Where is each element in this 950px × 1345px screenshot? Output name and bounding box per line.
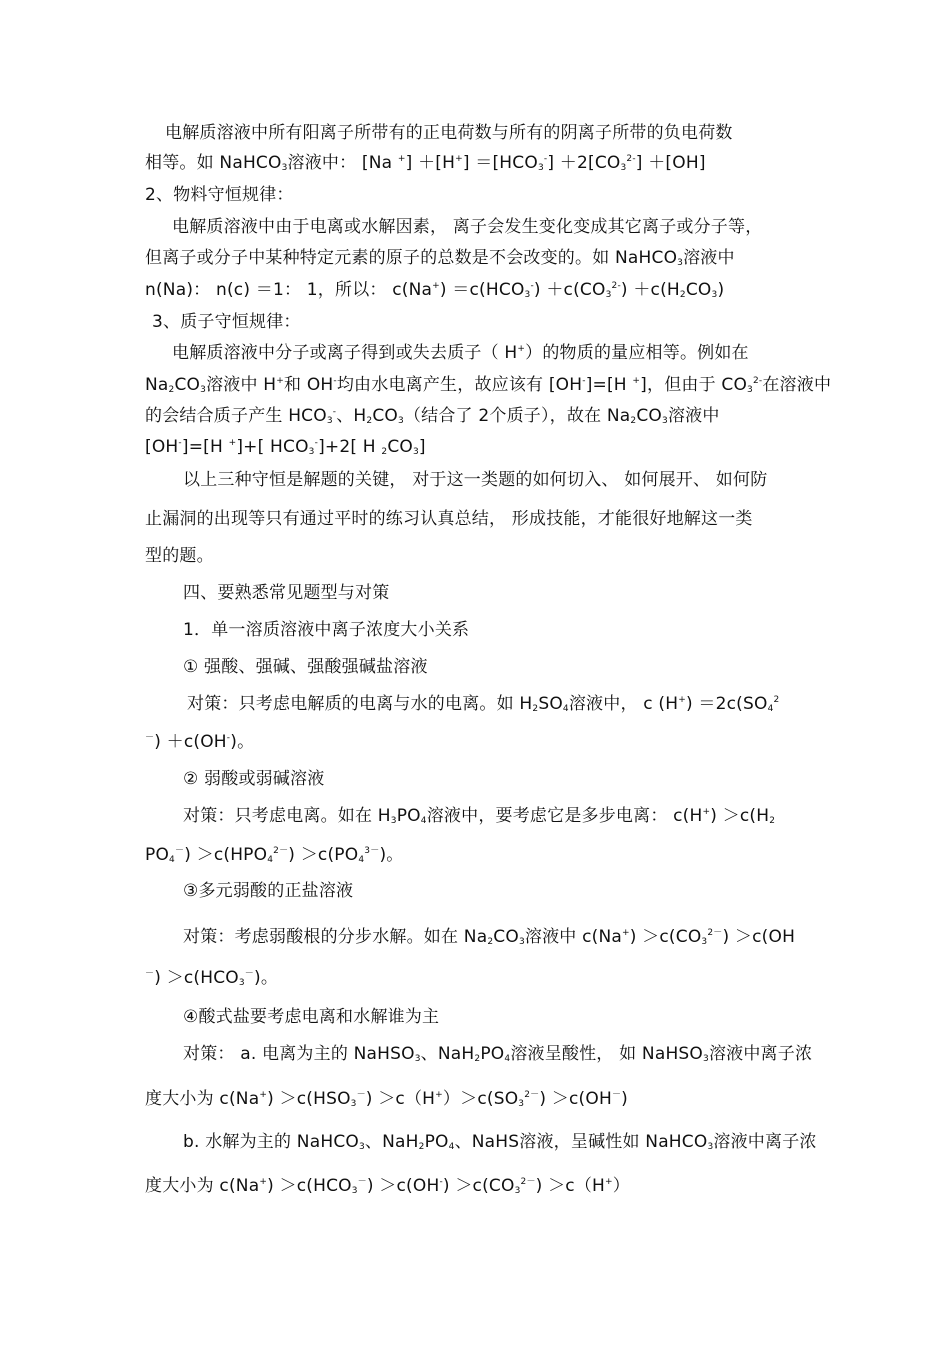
text-run: ) bbox=[717, 280, 725, 300]
text-line bbox=[145, 844, 403, 866]
text-run: 3、质子守恒规律： bbox=[152, 312, 301, 332]
subscript: 4 bbox=[169, 855, 175, 865]
superscript: 2－ bbox=[520, 1177, 536, 1187]
text-run: 对策：只考虑电离。如在 H bbox=[183, 806, 391, 826]
superscript: 2- bbox=[611, 281, 621, 291]
text-run: 在溶液中 bbox=[762, 375, 832, 395]
superscript: 2－ bbox=[707, 928, 723, 938]
superscript: - bbox=[226, 733, 231, 743]
subscript: 4 bbox=[504, 1054, 511, 1064]
subscript: 3 bbox=[326, 416, 333, 426]
text-run: ) ＞c(CO bbox=[629, 927, 702, 947]
subscript: 3 bbox=[518, 1099, 525, 1109]
text-run: SO bbox=[538, 694, 563, 714]
text-line bbox=[183, 619, 469, 641]
superscript: - bbox=[582, 376, 586, 386]
text-run: ] ＋[OH] bbox=[635, 153, 706, 173]
text-run: ) ＞c(CO bbox=[442, 1176, 515, 1196]
subscript: 3 bbox=[350, 1099, 357, 1109]
text-run: ) ＞c(H bbox=[710, 806, 770, 826]
superscript: + bbox=[702, 807, 711, 817]
text-run: 溶液中离子浓 bbox=[708, 1044, 813, 1064]
text-run: CO bbox=[493, 927, 519, 947]
text-run: 、NaHS溶液，呈碱性如 NaHCO bbox=[454, 1132, 708, 1152]
subscript: 3 bbox=[620, 163, 627, 173]
text-run: Na bbox=[145, 375, 169, 395]
text-run: ) ＞c(HCO bbox=[267, 1176, 352, 1196]
subscript: 3 bbox=[398, 416, 404, 426]
subscript: 3 bbox=[537, 163, 544, 173]
text-run: ) ＞c(OH bbox=[539, 1089, 612, 1109]
text-run: b. 水解为主的 NaHCO bbox=[183, 1132, 359, 1152]
subscript: 3 bbox=[200, 385, 207, 395]
superscript: + bbox=[632, 376, 641, 386]
text-run: PO bbox=[480, 1044, 505, 1064]
text-run: CO bbox=[685, 280, 712, 300]
subscript: 3 bbox=[514, 1186, 521, 1196]
subscript: 2 bbox=[769, 816, 776, 826]
superscript: + bbox=[259, 1090, 268, 1100]
text-line bbox=[183, 656, 428, 678]
subscript: 3 bbox=[747, 385, 753, 395]
superscript: － bbox=[356, 1090, 366, 1100]
text-run: 、NaH bbox=[420, 1044, 475, 1064]
subscript: 2 bbox=[474, 1054, 481, 1064]
superscript: 2- bbox=[626, 154, 636, 164]
text-run: ]+[ HCO bbox=[236, 437, 309, 457]
text-run: n(Na)： n(c) ＝1： 1，所以： c(Na bbox=[145, 280, 433, 300]
text-run: ) ＞c(OH bbox=[722, 927, 796, 947]
text-run: 的会结合质子产生 HCO bbox=[145, 406, 327, 426]
superscript: - bbox=[543, 154, 548, 164]
superscript: + bbox=[678, 695, 686, 705]
text-run: ④酸式盐要考虑电离和水解谁为主 bbox=[183, 1007, 440, 1027]
superscript: - bbox=[178, 438, 182, 448]
text-line bbox=[183, 805, 775, 827]
text-run: CO bbox=[174, 375, 201, 395]
superscript: - bbox=[332, 407, 337, 417]
text-line bbox=[145, 405, 720, 427]
text-run: 1．单一溶质溶液中离子浓度大小关系 bbox=[183, 620, 470, 640]
subscript: 2 bbox=[487, 937, 494, 947]
subscript: 4 bbox=[562, 704, 569, 714]
text-line bbox=[183, 768, 324, 790]
text-line bbox=[183, 469, 767, 491]
text-run: 、H bbox=[336, 406, 367, 426]
text-run: ] bbox=[418, 437, 426, 457]
subscript: 3 bbox=[238, 978, 245, 988]
text-run: 电解质溶液中所有阳离子所带有的正电荷数与所有的阴离子所带的负电荷数 bbox=[165, 123, 733, 143]
text-run: ) ＞c(HPO bbox=[184, 845, 268, 865]
superscript: - bbox=[314, 438, 319, 448]
text-run: 对策：只考虑电解质的电离与水的电离。如 H bbox=[187, 694, 533, 714]
text-line bbox=[145, 184, 294, 206]
text-run: ]=[H bbox=[181, 437, 229, 457]
superscript: 2- bbox=[752, 376, 763, 386]
text-run: ) ＞c（H bbox=[535, 1176, 606, 1196]
text-run: 和 OH bbox=[284, 375, 334, 395]
text-run: ] ＋2[CO bbox=[547, 153, 621, 173]
text-run: ）的物质的量应相等。例如在 bbox=[525, 343, 749, 363]
text-run: 溶液中 c(Na bbox=[524, 927, 622, 947]
superscript: 2－ bbox=[524, 1090, 540, 1100]
superscript: － bbox=[357, 1177, 367, 1187]
text-line bbox=[183, 582, 389, 604]
subscript: 3 bbox=[414, 1054, 421, 1064]
text-run: ) ＋c(OH bbox=[154, 732, 227, 752]
text-run: 相等。如 NaHCO bbox=[145, 153, 282, 173]
text-line bbox=[145, 731, 254, 753]
superscript: 2－ bbox=[273, 846, 289, 856]
text-line bbox=[165, 122, 733, 144]
text-line bbox=[145, 545, 214, 567]
text-run: 溶液中，要考虑它是多步电离： c(H bbox=[426, 806, 703, 826]
superscript: － bbox=[145, 969, 155, 979]
text-run: CO bbox=[372, 406, 399, 426]
text-line bbox=[145, 436, 426, 458]
text-run: 均由水电离产生，故应该有 [OH bbox=[336, 375, 583, 395]
superscript: 3－ bbox=[364, 846, 380, 856]
text-run: ) ＞c(HCO bbox=[154, 968, 239, 988]
text-run: ]，但由于 CO bbox=[640, 375, 748, 395]
text-run: 型的题。 bbox=[145, 546, 214, 566]
subscript: 3 bbox=[524, 290, 531, 300]
subscript: 3 bbox=[703, 1054, 709, 1064]
text-run: 溶液中 H bbox=[206, 375, 277, 395]
text-line bbox=[145, 152, 706, 174]
text-run: ) ＞c（H bbox=[365, 1089, 436, 1109]
subscript: 3 bbox=[662, 416, 668, 426]
text-run: ) bbox=[621, 1089, 628, 1109]
text-run: )。 bbox=[379, 845, 404, 865]
superscript: - bbox=[439, 1177, 443, 1187]
superscript: + bbox=[622, 928, 630, 938]
text-run: 止漏洞的出现等只有通过平时的练习认真总结， 形成技能，才能很好地解这一类 bbox=[145, 509, 753, 529]
text-run: ① 强酸、强碱、强酸强碱盐溶液 bbox=[183, 657, 428, 677]
text-run: ) ＞c(PO bbox=[288, 845, 359, 865]
subscript: 4 bbox=[358, 855, 365, 865]
text-line bbox=[145, 279, 724, 301]
superscript: － bbox=[145, 733, 155, 743]
superscript: + bbox=[276, 376, 285, 386]
text-line bbox=[187, 693, 779, 715]
superscript: + bbox=[228, 438, 237, 448]
subscript: 2 bbox=[630, 416, 637, 426]
text-run: ③多元弱酸的正盐溶液 bbox=[183, 881, 354, 901]
superscript: + bbox=[455, 154, 463, 164]
text-run: ] ＝[HCO bbox=[462, 153, 538, 173]
text-line bbox=[145, 374, 831, 396]
text-run: 对策：考虑弱酸根的分步水解。如在 Na bbox=[183, 927, 488, 947]
text-run: CO bbox=[387, 437, 413, 457]
subscript: 3 bbox=[281, 163, 288, 173]
superscript: + bbox=[397, 154, 406, 164]
text-line bbox=[145, 1088, 628, 1110]
superscript: 2 bbox=[773, 695, 780, 705]
text-line bbox=[183, 1131, 817, 1153]
subscript: 3 bbox=[518, 937, 525, 947]
superscript: － bbox=[611, 1090, 622, 1100]
text-run: ② 弱酸或弱碱溶液 bbox=[183, 769, 325, 789]
text-run: ) ＋c(H bbox=[620, 280, 680, 300]
text-line bbox=[183, 880, 353, 902]
text-run: 溶液中， c (H bbox=[568, 694, 679, 714]
superscript: + bbox=[605, 1177, 613, 1187]
text-run: PO bbox=[396, 806, 421, 826]
text-run: CO bbox=[636, 406, 663, 426]
text-run: ) ＞c(HSO bbox=[267, 1089, 351, 1109]
subscript: 4 bbox=[767, 704, 774, 714]
text-line bbox=[183, 926, 795, 948]
text-run: 但离子或分子中某种特定元素的原子的总数是不会改变的。如 NaHCO bbox=[145, 248, 678, 268]
text-run: 溶液呈酸性， 如 NaHSO bbox=[510, 1044, 704, 1064]
superscript: + bbox=[259, 1177, 268, 1187]
text-run: 度大小为 c(Na bbox=[145, 1176, 260, 1196]
text-run: ) ＝c(HCO bbox=[439, 280, 525, 300]
text-run: 溶液中 bbox=[667, 406, 720, 426]
superscript: － bbox=[244, 969, 254, 979]
subscript: 3 bbox=[390, 816, 397, 826]
text-line bbox=[183, 1006, 439, 1028]
superscript: + bbox=[517, 344, 526, 354]
text-run: ]+2[ H bbox=[318, 437, 382, 457]
text-line bbox=[145, 508, 753, 530]
text-line bbox=[172, 216, 762, 238]
text-run: 电解质溶液中由于电离或水解因素， 离子会发生变化变成其它离子或分子等， bbox=[172, 217, 763, 237]
superscript: + bbox=[432, 281, 440, 291]
subscript: 3 bbox=[358, 1142, 365, 1152]
text-run: ]=[H bbox=[585, 375, 633, 395]
text-run: 度大小为 c(Na bbox=[145, 1089, 260, 1109]
subscript: 2 bbox=[679, 290, 686, 300]
subscript: 3 bbox=[711, 290, 718, 300]
text-run: ）＞c(SO bbox=[442, 1089, 519, 1109]
text-run: 溶液中 bbox=[683, 248, 735, 268]
text-run: 四、要熟悉常见题型与对策 bbox=[183, 583, 390, 603]
text-run: ] ＋[H bbox=[405, 153, 456, 173]
text-run: [OH bbox=[145, 437, 179, 457]
subscript: 3 bbox=[308, 447, 315, 457]
text-line bbox=[145, 247, 735, 269]
text-run: 对策： a. 电离为主的 NaHSO bbox=[183, 1044, 415, 1064]
superscript: － bbox=[174, 846, 185, 856]
subscript: 2 bbox=[168, 385, 175, 395]
subscript: 2 bbox=[418, 1142, 425, 1152]
subscript: 2 bbox=[532, 704, 539, 714]
text-line bbox=[183, 1043, 812, 1065]
subscript: 3 bbox=[351, 1186, 358, 1196]
text-run: 以上三种守恒是解题的关键， 对于这一类题的如何切入、 如何展开、 如何防 bbox=[183, 470, 768, 490]
text-run: PO bbox=[424, 1132, 449, 1152]
subscript: 3 bbox=[605, 290, 612, 300]
text-run: 溶液中： [Na bbox=[287, 153, 398, 173]
text-run: ) ＝2c(SO bbox=[685, 694, 768, 714]
text-line bbox=[145, 967, 278, 989]
text-run: )。 bbox=[230, 732, 255, 752]
text-run: ) ＞c(OH bbox=[366, 1176, 440, 1196]
text-run: 电解质溶液中分子或离子得到或失去质子（ H bbox=[172, 343, 518, 363]
subscript: 4 bbox=[448, 1142, 455, 1152]
text-line bbox=[172, 342, 749, 364]
superscript: - bbox=[333, 376, 337, 386]
superscript: - bbox=[530, 281, 534, 291]
subscript: 2 bbox=[366, 416, 373, 426]
subscript: 3 bbox=[677, 258, 684, 268]
text-run: 2、物料守恒规律： bbox=[145, 185, 294, 205]
subscript: 4 bbox=[420, 816, 427, 826]
text-line bbox=[145, 1175, 630, 1197]
text-run: ） bbox=[612, 1176, 630, 1196]
text-run: （结合了 2个质子），故在 Na bbox=[403, 406, 631, 426]
subscript: 3 bbox=[701, 937, 708, 947]
text-run: )。 bbox=[254, 968, 279, 988]
text-run: 、NaH bbox=[364, 1132, 419, 1152]
text-run: ) ＋c(CO bbox=[533, 280, 606, 300]
subscript: 4 bbox=[267, 855, 274, 865]
subscript: 2 bbox=[381, 447, 388, 457]
subscript: 3 bbox=[707, 1142, 714, 1152]
text-line bbox=[152, 311, 301, 333]
text-run: 溶液中离子浓 bbox=[713, 1132, 817, 1152]
superscript: + bbox=[435, 1090, 443, 1100]
subscript: 3 bbox=[412, 447, 419, 457]
text-run: PO bbox=[145, 845, 170, 865]
